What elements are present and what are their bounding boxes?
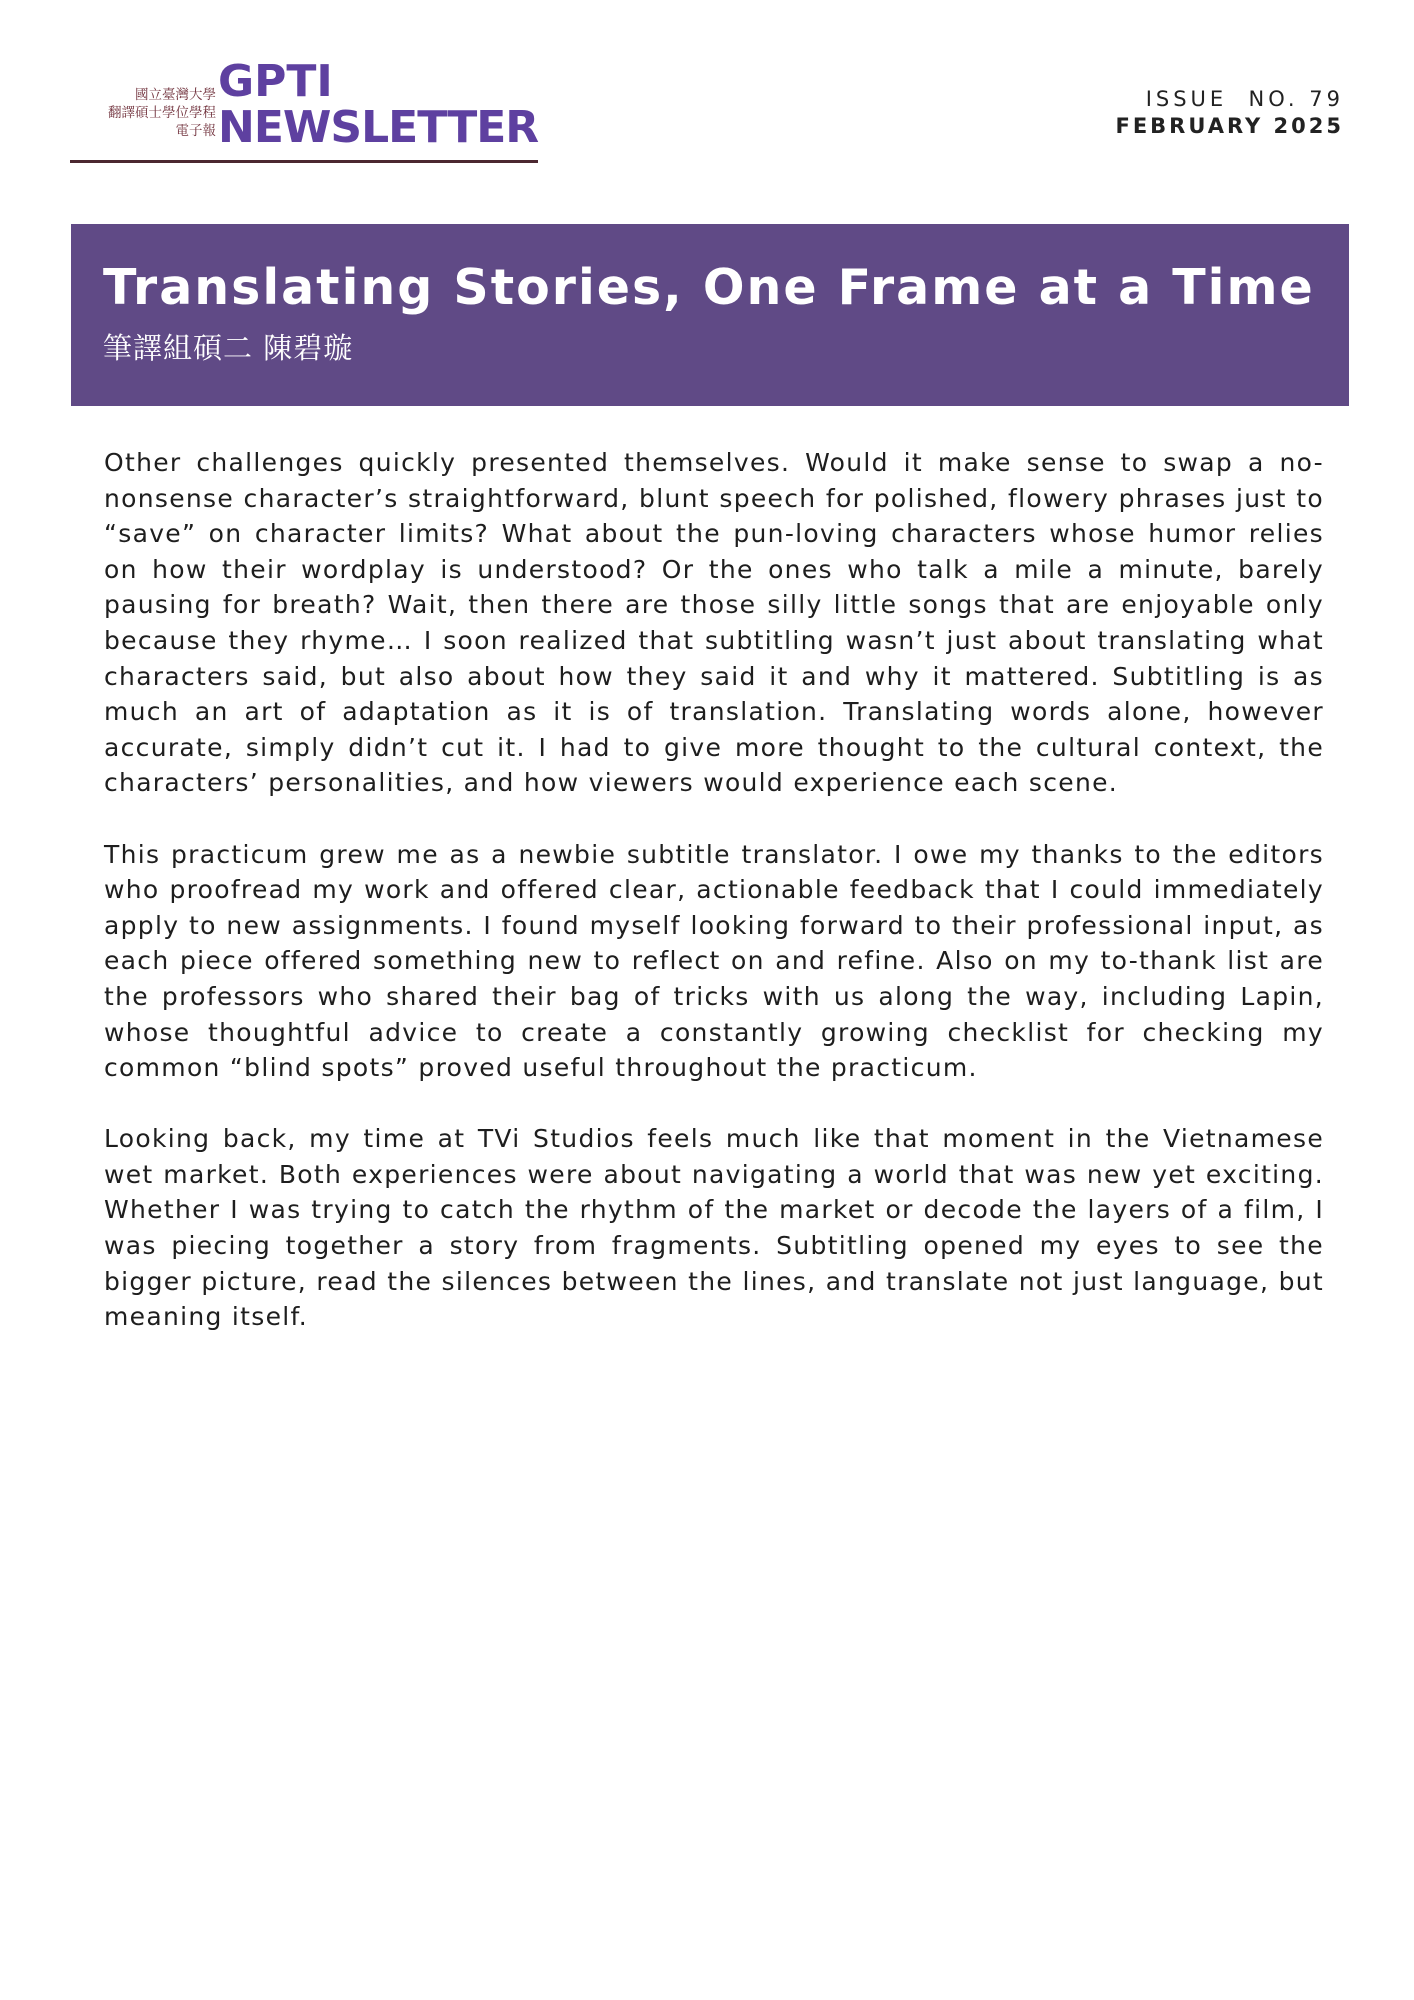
university-name: 國立臺灣大學	[135, 87, 216, 103]
issue-number: ISSUE NO. 79	[1145, 87, 1344, 111]
article-title-banner	[71, 224, 1349, 406]
body-paragraph: Other challenges quickly presented themselves. Would it make sense to swap a no-nonsense character’s straightforward, blunt speech for polished, flowery phrases just to “save” on character limits? What about the pun-loving characters whose humor relies on how their wordplay is understood? Or the ones who talk a mile a minute, barely pausing for breath? Wait, then there are those silly little songs that are enjoyable only because they rhyme… I soon realized that subtitling wasn’t just about translating what characters said, but also about how they said it and why it mattered. Subtitling is as much an art of adaptation as it is of translation. Translating words alone, however accurate, simply didn’t cut it. I had to give more thought to the cultural context, the characters’ personalities, and how viewers would experience each scene.	[104, 448, 1324, 798]
masthead-underline	[70, 160, 538, 163]
newsletter-label: 電子報	[175, 123, 216, 139]
wordmark-gpti: GPTI	[218, 56, 333, 107]
program-name: 翻譯碩士學位學程	[108, 105, 216, 121]
wordmark-newsletter: NEWSLETTER	[218, 102, 539, 153]
body-paragraph: Looking back, my time at TVi Studios feels much like that moment in the Vietnamese wet market. Both experiences were about navigating a world that was new yet exciting. Whether I was trying to catch the rhythm of the market or decode the layers of a film, I was piecing together a story from fragments. Subtitling opened my eyes to see the bigger picture, read the silences between the lines, and translate not just language, but meaning itself.	[104, 1124, 1324, 1332]
article-body	[104, 445, 1324, 1335]
body-paragraph: This practicum grew me as a newbie subtitle translator. I owe my thanks to the editors who proofread my work and offered clear, actionable feedback that I could immediately apply to new assignments. I found myself looking forward to their professional input, as each piece offered something new to reflect on and refine. Also on my to-thank list are the professors who shared their bag of tricks with us along the way, including Lapin, whose thoughtful advice to create a constantly growing checklist for checking my common “blind spots” proved useful throughout the practicum.	[104, 839, 1324, 1083]
issue-info	[1115, 86, 1344, 140]
article-byline: 筆譯組碩二 陳碧璇	[103, 331, 354, 365]
university-program-name	[70, 86, 216, 140]
issue-date: FEBRUARY 2025	[1115, 114, 1344, 138]
article-title: Translating Stories, One Frame at a Time	[103, 259, 1315, 316]
newsletter-logo	[70, 56, 540, 166]
